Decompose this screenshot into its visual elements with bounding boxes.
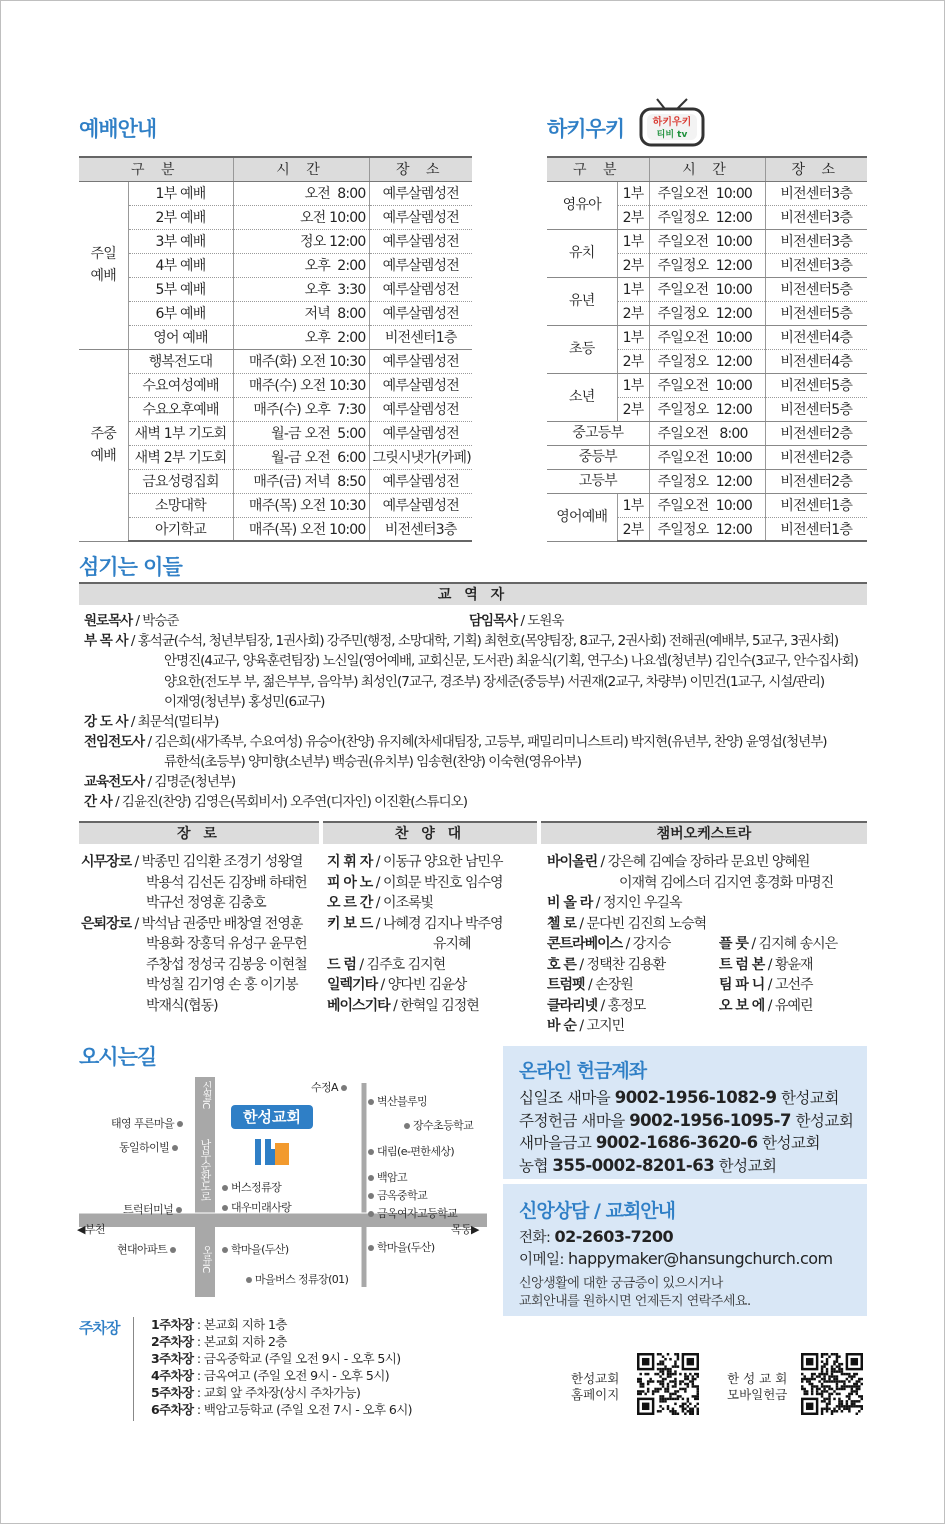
hakiuki-time: 주일정오 12:00 [649, 301, 765, 325]
hakiuki-place: 비전센터1층 [765, 493, 867, 517]
clergy-line: 전임전도사 / 김은희(새가족부, 수요여성) 유승아(찬양) 유지혜(차세대팀장, 고등부, 패밀리미니스트리) 박지현(유년부, 찬양) 윤영섭(청년부) [84, 734, 827, 750]
hakiuki-time: 주일오전 10:00 [649, 181, 765, 205]
elder-line: 박재식(협동) [146, 997, 218, 1014]
hakiuki-group-label: 초등 [547, 325, 617, 373]
hakiuki-row [547, 421, 867, 445]
choir-line: 유지혜 [433, 936, 471, 952]
clergy-line: 안명진(4교구, 양육훈련팀장) 노신일(영어예배, 교회신문, 도서관) 최윤식(기획, 연구소) 나요셉(청년부) 김인수(3교구, 안수집사회) [164, 653, 858, 669]
hakiuki-place: 비전센터3층 [765, 229, 867, 253]
choir-line: 피 아 노 / 이희문 박진호 임수영 [327, 874, 503, 891]
account-line: 새마을금고 9002-1686-3620-6 한성교회 [519, 1133, 820, 1152]
landmark: 백암고 [365, 1169, 407, 1185]
hakiuki-logo-text-top: 하키우키 [652, 117, 692, 128]
landmark: 학마을(두산) [219, 1241, 289, 1257]
clergy-line: 교육전도사 / 김명준(청년부) [84, 774, 236, 790]
worship-group-label: 주중 예배 [79, 349, 128, 541]
parking-item: 6주차장 : 백암고등학교 (주일 오전 7시 - 오후 6시) [151, 1402, 412, 1417]
worship-service: 아기학교 [128, 517, 233, 541]
orchestra-line: 호 른 / 정택찬 김용환 [547, 956, 666, 973]
hakiuki-row [547, 469, 867, 493]
elder-line: 박성칠 김기영 손 홍 이기봉 [146, 977, 298, 993]
worship-service: 3부 예배 [128, 229, 233, 253]
clergy-line: 류한석(초등부) 양미향(소년부) 백승권(유치부) 임송현(찬양) 이숙현(영유아부) [164, 754, 582, 770]
hakiuki-time: 주일오전 10:00 [649, 493, 765, 517]
hakiuki-place: 비전센터3층 [765, 181, 867, 205]
worship-place: 예루살렘성전 [369, 205, 472, 229]
clergy-line: 강 도 사 / 최문석(멀티부) [84, 714, 219, 730]
worship-service: 5부 예배 [128, 277, 233, 301]
parking-divider [133, 1317, 134, 1421]
landmark: 학마을(두산) [365, 1239, 435, 1255]
worship-service: 수요오후예배 [128, 397, 233, 421]
worship-place: 비전센터1층 [369, 325, 472, 349]
worship-row [79, 397, 472, 421]
hakiuki-time: 주일정오 12:00 [649, 205, 765, 229]
worship-time: 오전 10:00 [233, 205, 369, 229]
worship-service: 1부 예배 [128, 181, 233, 205]
landmark: 태영 푸른마을 [111, 1115, 186, 1131]
hakiuki-place: 비전센터2층 [765, 445, 867, 469]
landmark: 현대아파트 [117, 1241, 179, 1257]
hakiuki-place: 비전센터4층 [765, 325, 867, 349]
landmark: 수정A [311, 1079, 350, 1095]
worship-place: 예루살렘성전 [369, 301, 472, 325]
worship-row [79, 493, 472, 517]
account-line: 주정헌금 새마을 9002-1956-1095-7 한성교회 [519, 1110, 854, 1130]
east-label: 목동▶ [451, 1223, 479, 1236]
worship-service: 행복전도대 [128, 349, 233, 373]
elder-line: 시무장로 / 박종민 김익환 조경기 성왕열 [81, 854, 303, 870]
worship-place: 예루살렘성전 [369, 373, 472, 397]
hakiuki-header-category: 구 분 [547, 157, 649, 181]
location-dot-icon [246, 1277, 252, 1283]
account-number[interactable]: 9002-1956-1095-7 [629, 1110, 791, 1130]
church-name-label: 한성교회 [231, 1105, 313, 1129]
account-line: 농협 355-0002-8201-63 한성교회 [519, 1155, 777, 1175]
elder-line: 은퇴장로 / 박석남 권중만 배창열 전영훈 [81, 915, 303, 932]
hakiuki-part: 1부 [617, 493, 649, 517]
worship-header-place: 장 소 [369, 157, 472, 181]
worship-row [79, 301, 472, 325]
landmark: 트럭터미널 [123, 1201, 185, 1217]
landmark: 금옥중학교 [365, 1187, 427, 1203]
hakiuki-group-label: 고등부 [547, 469, 649, 493]
account-number[interactable]: 9002-1956-1082-9 [614, 1088, 777, 1107]
hakiuki-time: 주일정오 12:00 [649, 253, 765, 277]
worship-service: 새벽 1부 기도회 [128, 421, 233, 445]
hakiuki-row [547, 325, 867, 349]
hakiuki-place: 비전센터3층 [765, 253, 867, 277]
ic-bottom-label: 오류IC [200, 1245, 211, 1273]
location-dot-icon [222, 1205, 228, 1211]
worship-time: 매주(수) 오후 7:30 [233, 397, 369, 421]
clergy-line: 이재영(청년부) 홍성민(6교구) [164, 694, 325, 710]
phone-label: 전화: [519, 1230, 551, 1246]
location-dot-icon [222, 1185, 228, 1191]
consult-email [519, 1248, 833, 1269]
parking-item: 4주차장 : 금옥여고 (주일 오전 9시 - 오후 5시) [151, 1368, 390, 1383]
hakiuki-row [547, 373, 867, 397]
worship-row [79, 445, 472, 469]
qr-homepage-label: 한성교회 홈페이지 [571, 1371, 620, 1402]
elder-line: 박용석 김선돈 김장배 하태헌 [146, 874, 307, 891]
orchestra-line: 팀 파 니 / 고선주 [719, 977, 813, 993]
homepage-qr-icon[interactable] [637, 1353, 699, 1415]
hakiuki-place: 비전센터3층 [765, 205, 867, 229]
clergy-line: 간 사 / 김윤진(찬양) 김영은(목회비서) 오주연(디자인) 이진환(스튜디오) [84, 794, 467, 810]
location-dot-icon [368, 1193, 374, 1199]
orchestra-line: 바이올린 / 강은혜 김예슬 장하라 문요빈 양혜원 [547, 854, 810, 870]
orchestra-line: 바 순 / 고지민 [547, 1018, 625, 1034]
worship-row [79, 517, 472, 541]
hakiuki-group-label: 중등부 [547, 445, 649, 469]
worship-place: 예루살렘성전 [369, 181, 472, 205]
worship-place: 예루살렘성전 [369, 397, 472, 421]
location-dot-icon [176, 1207, 182, 1213]
worship-row [79, 277, 472, 301]
choir-line: 일렉기타 / 양다빈 김윤상 [327, 977, 467, 993]
offering-title: 온라인 헌금계좌 [519, 1060, 647, 1082]
location-dot-icon [170, 1247, 176, 1253]
hakiuki-time: 주일정오 12:00 [649, 469, 765, 493]
worship-place: 예루살렘성전 [369, 253, 472, 277]
orchestra-line: 비 올 라 / 정지인 우길옥 [547, 895, 682, 911]
worship-service: 2부 예배 [128, 205, 233, 229]
landmark: 대우미래사랑 [219, 1199, 291, 1215]
hakiuki-row [547, 277, 867, 301]
account-number[interactable]: 355-0002-8201-63 [552, 1155, 715, 1175]
choir-line: 베이스기타 / 한혁일 김정현 [327, 997, 479, 1014]
choir-header: 찬 양 대 [323, 821, 537, 844]
consult-note-1: 신앙생활에 대한 궁금증이 있으시거나 [519, 1276, 723, 1291]
location-dot-icon [368, 1149, 374, 1155]
email-address[interactable]: happymaker@hansungchurch.com [568, 1249, 833, 1268]
hakiuki-row [547, 493, 867, 517]
email-label: 이메일: [519, 1252, 564, 1268]
worship-header-time: 시 간 [233, 157, 369, 181]
hakiuki-group-label: 중고등부 [547, 421, 649, 445]
worship-place: 비전센터3층 [369, 517, 472, 541]
hakiuki-place: 비전센터4층 [765, 349, 867, 373]
hakiuki-group-label: 소년 [547, 373, 617, 421]
choir-line: 지 휘 자 / 이동규 양요한 남민우 [327, 854, 503, 870]
location-dot-icon [172, 1145, 178, 1151]
orchestra-line: 첼 로 / 문다빈 김진희 노승혁 [547, 915, 707, 932]
hakiuki-place: 비전센터1층 [765, 517, 867, 541]
worship-time: 월-금 오전 6:00 [233, 445, 369, 469]
hakiuki-time: 주일정오 12:00 [649, 397, 765, 421]
worship-table [79, 156, 472, 542]
orchestra-line: 콘트라베이스 / 강지승 [547, 936, 671, 952]
worship-title: 예배안내 [79, 117, 157, 141]
worship-row [79, 349, 472, 373]
clergy-line: 원로목사 / 박승준 [84, 613, 179, 629]
clergy-line: 양요한(전도부 부, 젊은부부, 음악부) 최성인(7교구, 경조부) 장세준(중등부) 서권재(2교구, 차량부) 이민건(1교구, 시설/관리) [164, 674, 825, 690]
landmark: 마을버스 정류장(01) [243, 1271, 348, 1287]
worship-row [79, 469, 472, 493]
worship-time: 매주(수) 오전 10:30 [233, 373, 369, 397]
location-dot-icon [368, 1245, 374, 1251]
landmark: 버스정류장 [219, 1179, 281, 1195]
hakiuki-part: 1부 [617, 373, 649, 397]
hakiuki-row [547, 229, 867, 253]
hakiuki-group-label: 영어예배 [547, 493, 617, 541]
account-number[interactable]: 9002-1686-3620-6 [595, 1133, 758, 1152]
hakiuki-part: 1부 [617, 181, 649, 205]
orchestra-line: 오 보 에 / 유예린 [719, 997, 813, 1014]
worship-row [79, 253, 472, 277]
worship-row [79, 205, 472, 229]
worship-service: 영어 예배 [128, 325, 233, 349]
worship-place: 예루살렘성전 [369, 469, 472, 493]
account-line: 십일조 새마을 9002-1956-1082-9 한성교회 [519, 1088, 839, 1107]
mobile-offering-qr-icon[interactable] [801, 1353, 863, 1415]
parking-title: 주차장 [79, 1319, 120, 1337]
hakiuki-time: 주일오전 10:00 [649, 277, 765, 301]
hakiuki-time: 주일오전 10:00 [649, 373, 765, 397]
hakiuki-part: 1부 [617, 277, 649, 301]
consult-note-2: 교회안내를 원하시면 언제든지 연락주세요. [519, 1294, 751, 1309]
directions-map [79, 1077, 487, 1297]
worship-place: 예루살렘성전 [369, 277, 472, 301]
consult-title: 신앙상담 / 교회안내 [519, 1200, 676, 1222]
landmark: 동일하이빌 [119, 1139, 181, 1155]
orchestra-line: 이재혁 김에스더 김지연 홍경화 마명진 [619, 874, 834, 891]
worship-place: 예루살렘성전 [369, 349, 472, 373]
worship-place: 예루살렘성전 [369, 493, 472, 517]
elder-line: 박규선 정영훈 김충호 [146, 895, 266, 911]
worship-header-category: 구 분 [79, 157, 233, 181]
hakiuki-logo-text-bottom: 티비 tv [656, 130, 688, 140]
hakiuki-row [547, 445, 867, 469]
consult-phone [519, 1226, 673, 1247]
hakiuki-title: 하키우키 [547, 117, 625, 141]
landmark: 대림(e-편한세상) [365, 1143, 454, 1159]
hakiuki-time: 주일오전 8:00 [649, 421, 765, 445]
hakiuki-row [547, 181, 867, 205]
hakiuki-place: 비전센터5층 [765, 301, 867, 325]
road-label: 남부순환도로 [199, 1139, 212, 1202]
hakiuki-group-label: 유년 [547, 277, 617, 325]
orchestra-line: 플 룻 / 김지혜 송시은 [719, 936, 838, 952]
location-dot-icon [177, 1121, 183, 1127]
location-dot-icon [368, 1099, 374, 1105]
hakiuki-time: 주일오전 10:00 [649, 445, 765, 469]
parking-item: 1주차장 : 본교회 지하 1층 [151, 1317, 287, 1332]
orchestra-line: 트럼펫 / 손장원 [547, 977, 633, 993]
hakiuki-time: 주일오전 10:00 [649, 229, 765, 253]
hakiuki-part: 2부 [617, 517, 649, 541]
ic-top-label: 신월IC [200, 1081, 211, 1109]
location-dot-icon [341, 1085, 347, 1091]
hakiuki-part: 2부 [617, 397, 649, 421]
consult-box [503, 1184, 867, 1316]
worship-place: 그릿시냇가(카페) [369, 445, 472, 469]
clergy-line: 부 목 사 / 홍석균(수석, 청년부팀장, 1권사회) 강주민(행정, 소망대학, 기획) 최현호(목양팀장, 8교구, 2권사회) 전해권(예배부, 5교구, 3권사회) [84, 633, 839, 649]
hakiuki-time: 주일정오 12:00 [649, 517, 765, 541]
church-marker [231, 1105, 313, 1177]
hakiuki-time: 주일오전 10:00 [649, 325, 765, 349]
west-label: ◀부천 [77, 1223, 105, 1236]
landmark: 금옥여자고등학교 [365, 1205, 457, 1221]
directions-title: 오시는길 [79, 1045, 157, 1069]
worship-time: 저녁 8:00 [233, 301, 369, 325]
hakiuki-part: 2부 [617, 253, 649, 277]
worship-row [79, 181, 472, 205]
worship-row [79, 421, 472, 445]
worship-group-label: 주일 예배 [79, 181, 128, 349]
worship-time: 오후 2:00 [233, 253, 369, 277]
location-dot-icon [404, 1123, 410, 1129]
hakiuki-table [547, 156, 867, 542]
worship-service: 새벽 2부 기도회 [128, 445, 233, 469]
hakiuki-place: 비전센터2층 [765, 469, 867, 493]
worship-row [79, 373, 472, 397]
worship-place: 예루살렘성전 [369, 421, 472, 445]
hakiuki-tv-logo [637, 97, 707, 149]
offering-box [503, 1046, 867, 1179]
elders-header: 장 로 [79, 821, 319, 844]
choir-line: 오 르 간 / 이조록빛 [327, 895, 434, 911]
landmark: 장수초등학교 [401, 1117, 473, 1133]
orchestra-header: 챔버오케스트라 [541, 821, 867, 844]
worship-service: 금요성령집회 [128, 469, 233, 493]
choir-line: 키 보 드 / 나혜경 김지나 박주영 [327, 915, 503, 932]
servants-title: 섬기는 이들 [79, 555, 182, 579]
worship-time: 매주(화) 오전 10:30 [233, 349, 369, 373]
senior-pastor: 담임목사 / 도원욱 [469, 613, 564, 629]
hakiuki-part: 2부 [617, 301, 649, 325]
hakiuki-place: 비전센터5층 [765, 397, 867, 421]
hakiuki-part: 2부 [617, 205, 649, 229]
hakiuki-header-time: 시 간 [649, 157, 765, 181]
worship-time: 매주(목) 오전 10:00 [233, 517, 369, 541]
hakiuki-part: 1부 [617, 229, 649, 253]
hakiuki-group-label: 영유아 [547, 181, 617, 229]
worship-service: 4부 예배 [128, 253, 233, 277]
worship-time: 월-금 오전 5:00 [233, 421, 369, 445]
orchestra-line: 클라리넷 / 홍정모 [547, 997, 646, 1014]
worship-time: 매주(목) 오전 10:30 [233, 493, 369, 517]
landmark: 벽산블루밍 [365, 1093, 427, 1109]
worship-time: 오전 8:00 [233, 181, 369, 205]
phone-number[interactable]: 02-2603-7200 [554, 1227, 674, 1246]
worship-time: 매주(금) 저녁 8:50 [233, 469, 369, 493]
parking-item: 2주차장 : 본교회 지하 2층 [151, 1334, 287, 1349]
choir-line: 드 럼 / 김주호 김지현 [327, 956, 446, 973]
church-logo-icon [231, 1129, 313, 1169]
hakiuki-place: 비전센터5층 [765, 277, 867, 301]
worship-time: 정오 12:00 [233, 229, 369, 253]
location-dot-icon [222, 1247, 228, 1253]
worship-service: 6부 예배 [128, 301, 233, 325]
worship-service: 수요여성예배 [128, 373, 233, 397]
location-dot-icon [368, 1175, 374, 1181]
qr-mobile-label: 한 성 교 회 모바일헌금 [727, 1371, 788, 1402]
hakiuki-time: 주일정오 12:00 [649, 349, 765, 373]
orchestra-line: 트 럼 본 / 황윤재 [719, 956, 813, 973]
hakiuki-place: 비전센터5층 [765, 373, 867, 397]
elder-line: 박용화 장홍덕 유성구 윤무헌 [146, 936, 307, 952]
worship-place: 예루살렘성전 [369, 229, 472, 253]
parking-item: 3주차장 : 금옥중학교 (주일 오전 9시 - 오후 5시) [151, 1351, 401, 1366]
clergy-header: 교 역 자 [79, 582, 867, 605]
hakiuki-place: 비전센터2층 [765, 421, 867, 445]
worship-time: 오후 3:30 [233, 277, 369, 301]
worship-time: 오후 2:00 [233, 325, 369, 349]
hakiuki-part: 1부 [617, 325, 649, 349]
elder-line: 주창섭 정성국 김봉웅 이현철 [146, 956, 307, 973]
hakiuki-header-place: 장 소 [765, 157, 867, 181]
worship-row [79, 325, 472, 349]
location-dot-icon [368, 1211, 374, 1217]
hakiuki-group-label: 유치 [547, 229, 617, 277]
parking-item: 5주차장 : 교회 앞 주차장(상시 주차가능) [151, 1385, 361, 1400]
worship-row [79, 229, 472, 253]
worship-service: 소망대학 [128, 493, 233, 517]
hakiuki-part: 2부 [617, 349, 649, 373]
